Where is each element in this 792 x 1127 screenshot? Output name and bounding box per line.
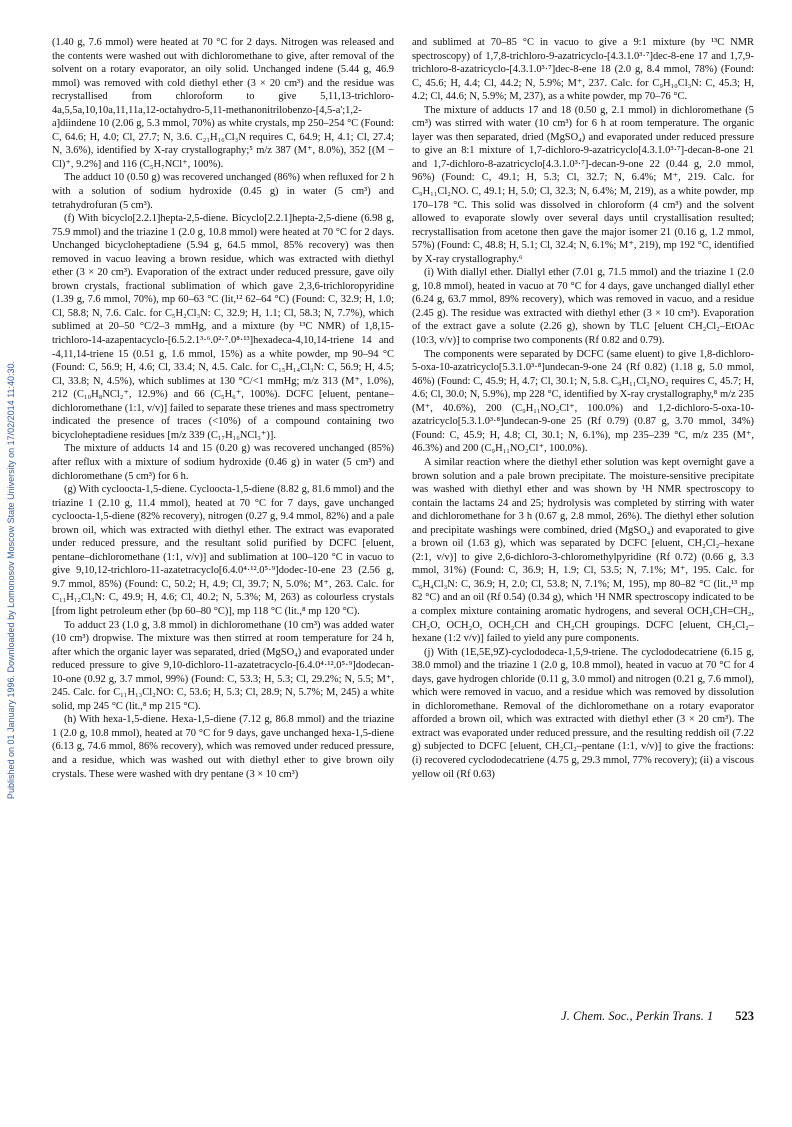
page-footer <box>412 1009 754 1024</box>
publication-side-note <box>0 180 22 980</box>
paragraph: (h) With hexa-1,5-diene. Hexa-1,5-diene (7.12 g, 86.8 mmol) and the triazine 1 (2.0 g, 10.8 mmol), heated at 70 °C for 9 days, gave unchanged hexa-1,5-diene (6.13 g, 74.6 mmol, 86% recovery), which was removed under reduced pressure, and a residue, which was washed out with diethyl ether to give brown oily crystals. These were washed with dry pentane (3 × 10 cm³) <box>52 714 394 780</box>
paragraph: (1.40 g, 7.6 mmol) were heated at 70 °C for 2 days. Nitrogen was released and the contents were washed out with dichloromethane to give, after removal of the solvent on a rotary evaporator, an oily solid. Unchanged indene (5.44 g, 46.9 mmol) was removed with cold diethyl ether (3 × 20 cm³) and the residue was recrystallised from chloroform to give 5,11,13-trichloro-4a,5,5a,10,10a,11,11a,12-octahydro-5,11-methanonitrilobenzo-[4,5-a';1,2-a]diindene 10 (2.06 g, 5.3 mmol, 70%) as white crystals, mp 250–254 °C (Found: C, 64.6; H, 4.0; Cl, 27.7; N, 3.6. C₂₁H₁₆Cl₃N requires C, 64.9; H, 4.1; Cl, 27.4; N, 3.6%), identified by X-ray crystallography;⁵ m/z 387 (M⁺, 8.0%), 352 [(M − Cl)⁺, 9.2%] and 116 (C₅H₇NCl⁺, 100%). <box>52 37 394 170</box>
left-column <box>52 36 394 781</box>
paragraph: and sublimed at 70–85 °C in vacuo to give a 9:1 mixture (by ¹³C NMR spectroscopy) of 1,7,8-trichloro-9-azatricyclo-[4.3.1.0³·⁷]dec-8-ene 17 and 1,7,9-trichloro-8-azatricyclo-[4.3.1.0³·⁷]dec-8-ene 18 (2.0 g, 8.4 mmol, 78%) (Found: C, 45.6; H, 4.4; Cl, 44.2; N, 5.9%; M⁺, 237. Calc. for C₉H₁₀Cl₃N: C, 45.3; H, 4.2; Cl, 44.6; N, 5.9%; M, 237), as a white powder, mp 70–76 °C. <box>412 37 754 103</box>
paragraph: (j) With (1E,5E,9Z)-cyclododeca-1,5,9-triene. The cyclododecatriene (6.15 g, 38.0 mmol) and the triazine 1 (2.0 g, 10.8 mmol), heated in vacuo at 70 °C for 4 days, gave hydrogen chloride (0.11 g, 3.0 mmol) and nitrogen (0.21 g, 7.6 mmol), which were removed in vacuo, and a residue which was removed by dissolution in dichloromethane. Removal of the dichloromethane on a rotary evaporator afforded a brown oil, which was extracted with diethyl ether (3 × 20 cm³). The extract was evaporated under reduced pressure, and the resulting reddish oil (7.22 g) subjected to DCFC [eluent, CH₂Cl₂–pentane (1:1, v/v)] to give the fractions: (i) recovered cyclododecatriene (4.75 g, 29.3 mmol, 77% recovery); (ii) a viscous yellow oil (Rf 0.63) <box>412 646 754 780</box>
right-column <box>412 36 754 781</box>
paragraph: The mixture of adducts 14 and 15 (0.20 g) was recovered unchanged (85%) after reflux with a mixture of sodium hydroxide (0.46 g) in water (5 cm³) and dichloromethane (5 cm³) for 6 h. <box>52 443 394 482</box>
paragraph: The components were separated by DCFC (same eluent) to give 1,8-dichloro-5-oxa-10-azatricyclo[5.3.1.0³·⁸]undecan-9-one 24 (Rf 0.82) (1.18 g, 5.0 mmol, 46%) (Found: C, 45.9; H, 4.7; Cl, 30.1; N, 5.8. C₉H₁₁Cl₂NO₂ requires C, 45.7; H, 4.6; Cl, 30.0; N, 5.9%), mp 228 °C, identified by X-ray crystallography,⁸ m/z 235 (M⁺, 40.6%), 200 (C₉H₁₁NO₂Cl⁺, 100.0%) and 1,2-dichloro-5-oxa-10-azatricyclo[5.3.1.0³·⁸]undecan-9-one 25 (Rf 0.79) (0.87 g, 3.70 mmol, 34%) (Found: C, 45.9; H, 4.8; Cl, 30.1; N, 6.1%), mp 235–239 °C, m/z 235 (M⁺, 46.3%) and 200 (C₉H₁₁NO₂Cl⁺, 100.0%). <box>412 348 754 455</box>
side-note-text[interactable]: Published on 01 January 1996. Downloaded by Lomonosov Moscow State University on 17/02/2014 11:40:30. <box>6 360 16 800</box>
paragraph: The adduct 10 (0.50 g) was recovered unchanged (86%) when refluxed for 2 h with a solution of sodium hydroxide (0.45 g) in water (5 cm³) and tetrahydrofuran (5 cm³). <box>52 172 394 211</box>
paragraph: (f) With bicyclo[2.2.1]hepta-2,5-diene. Bicyclo[2.2.1]hepta-2,5-diene (6.98 g, 75.9 mmol) and the triazine 1 (2.0 g, 10.8 mmol) were heated at 70 °C for 2 days. Unchanged bicycloheptadiene (5.94 g, 64.5 mmol, 85% recovery) was then removed in vacuo leaving a brown residue, which was extracted with diethyl ether (3 × 20 cm³). Evaporation of the extract under reduced pressure, gave oily brown crystals, fractional sublimation of which gave 2,3,6-trichloropyridine (1.39 g, 7.6 mmol, 70%), mp 60–63 °C (lit,¹² 62–64 °C) (Found: C, 32.9; H, 1.0; Cl, 58.8; N, 7.6. Calc. for C₅H₂Cl₃N: C, 32.9; H, 1.1; Cl, 58.3; N, 7.7%), which sublimed at 20–50 °C/2–3 mmHg, and a mixture (by ¹³C NMR) of 1,8,15-trichloro-14-azapentacyclo-[6.5.2.1³·⁶.0²·⁷.0⁸·¹³]hexadeca-4,10,14-triene 14 and -4,11,14-triene 15 (0.51 g, 1.6 mmol, 15%) as a white powder, mp 90–94 °C (Found: C, 56.9; H, 4.6; Cl, 33.4; N, 4.5. Calc. for C₁₅H₁₄Cl₃N: C, 56.9; H, 4.5; Cl, 33.8; N, 4.5%), which sublimes at 130 °C/<1 mmHg; m/z 313 (M⁺, 1.0%), 212 (C₁₀H₈NCl₂⁺, 12.9%) and 66 (C₅H₆⁺, 100%). DCFC [eluent, pentane–dichloromethane (1:1, v/v)] failed to separate these trienes and mass spectrometry indicated the presence of traces (<10%) of a compound containing two bicycloheptadiene residues [m/z 339 (C₁₇H₁₆NCl₃⁺)]. <box>52 213 394 441</box>
paragraph: A similar reaction where the diethyl ether solution was kept overnight gave a brown solution and a pale brown precipitate. The moisture-sensitive precipitate was washed with diethyl ether and was shown by ¹H NMR spectroscopy to contain the lactams 24 and 25; hydrolysis was completed by stirring with water and dichloromethane for 3 h (0.67 g, 2.8 mmol, 26%). The diethyl ether solution and precipitate washings were combined, dried (MgSO₄) and evaporated to give a brown oil (1.63 g), which was separated by DCFC [eluent, CH₂Cl₂–hexane (2:1, v/v)] to give 2,6-dichloro-3-chloromethylpyridine (Rf 0.72) (0.66 g, 3.3 mmol, 31%) (Found: C, 36.9; H, 1.9; Cl, 53.5; N, 7.1%; M⁺, 195. Calc. for C₆H₄Cl₃N: C, 36.9; H, 2.0; Cl, 53.8; N, 7.1%; M, 195), mp 80–82 °C (lit.,¹³ mp 82 °C) and an oil (Rf 0.54) (0.34 g), which ¹H NMR spectroscopy indicated to be a complex mixture containing aromatic hydrogens, and several OCH₂CH=CH₂, CH₂O, OCH₂O, OCH₂CH and CH₂CH groupings. DCFC [eluent, CH₂Cl₂–hexane (1:2 v/v)] failed to yield any pure components. <box>412 456 754 645</box>
page-number: 523 <box>735 1009 754 1023</box>
paragraph: To adduct 23 (1.0 g, 3.8 mmol) in dichloromethane (10 cm³) was added water (10 cm³) dropwise. The mixture was then stirred at room temperature for 24 h, after which the organic layer was separated, dried (MgSO₄) and evaporated under reduced pressure to give 9,10-dichloro-11-azatetracyclo-[6.4.0⁴·¹².0⁵·⁹]dodecan-10-one (0.92 g, 3.7 mmol, 99%) (Found: C, 53.3; H, 5.3; Cl, 29.2%; N, 5.5; M⁺, 245. Calc. for C₁₁H₁₃Cl₂NO: C, 53.6; H, 5.3; Cl, 28.9; N, 5.7%; M, 245) a white solid, mp 245 °C (lit.,⁸ mp 215 °C). <box>52 619 394 712</box>
paragraph: (g) With cycloocta-1,5-diene. Cycloocta-1,5-diene (8.82 g, 81.6 mmol) and the triazine 1 (2.10 g, 11.4 mmol), heated at 70 °C for 7 days, gave unchanged cycloocta-1,5-diene (82% recovery), nitrogen (0.27 g, 9.4 mmol, 82%) and a pale brown oil, which was extracted with diethyl ether. The extract was evaporated under reduced pressure, and the resultant solid purified by DCFC [eluent, pentane–dichloromethane (1:1, v/v)] and sublimation at 100–120 °C in vacuo to give 9,10,12-trichloro-11-azatetracyclo[6.4.0⁴·¹².0⁵·⁹]dodec-10-ene 23 (2.56 g, 9.7 mmol, 85%) (Found: C, 50.2; H, 4.9; Cl, 39.7; N, 5.0%; M⁺, 263. Calc. for C₁₁H₁₂Cl₃N: C, 49.9; H, 4.6; Cl, 40.2; N, 5.3%; M, 263) as colourless crystals [from light petroleum ether (bp 60–80 °C)], mp 118 °C (lit.,⁸ mp 120 °C). <box>52 484 394 617</box>
paragraph: The mixture of adducts 17 and 18 (0.50 g, 2.1 mmol) in dichloromethane (5 cm³) was stirred with water (10 cm³) for 6 h at room temperature. The organic layer was then separated, dried (MgSO₄) and evaporated under reduced pressure to give an 8:1 mixture of 1,7-dichloro-9-azatricyclo[4.3.1.0³·⁷]-decan-8-one 21 and 1,7-dichloro-8-azatricyclo[4.3.1.0³·⁷]-decan-9-one 22 (0.44 g, 2.0 mmol, 96%) (Found: C, 49.1; H, 5.3; Cl, 32.7; N, 6.4%; M⁺, 219. Calc. for C₉H₁₁Cl₂NO. C, 49.1; H, 5.0; Cl, 32.3; N, 6.4%; M, 219), as a white powder, mp 170–178 °C. This solid was dissolved in chloroform (4 cm³) and the solvent allowed to evaporate slowly over several days until crystallisation resulted; recrystallisation from acetone then gave the major isomer 21 (0.16 g, 1.2 mmol, 57%) (Found: C, 48.8; H, 5.1; Cl, 32.4; N, 6.1%; M⁺, 219), mp 192 °C, identified by X-ray crystallography.⁶ <box>412 104 754 265</box>
journal-name: J. Chem. Soc., Perkin Trans. 1 <box>561 1009 714 1023</box>
paragraph: (i) With diallyl ether. Diallyl ether (7.01 g, 71.5 mmol) and the triazine 1 (2.0 g, 10.8 mmol), heated in vacuo at 70 °C for 4 days, gave unchanged diallyl ether (6.24 g, 63.7 mmol, 89% recovery), which was removed in vacuo, and a residue (2.45 g). The residue was extracted with diethyl ether (3 × 10 cm³). Evaporation of the extract gave a solute (2.26 g), shown by TLC [eluent CH₂Cl₂–EtOAc (10:3, v/v)] to comprise two components (Rf 0.82 and 0.79). <box>412 267 754 347</box>
